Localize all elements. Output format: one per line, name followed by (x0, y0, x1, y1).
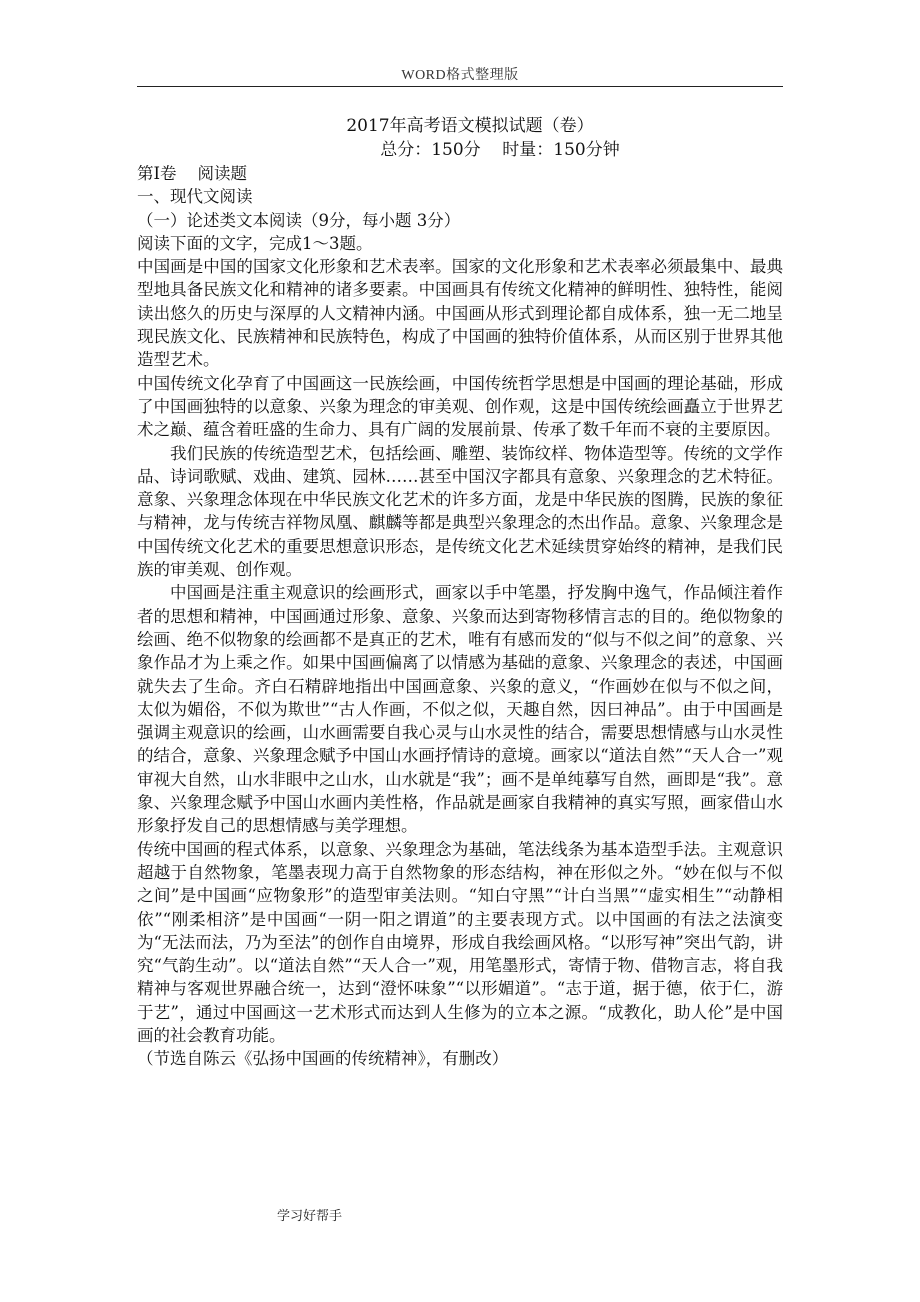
paragraph-5: 传统中国画的程式体系，以意象、兴象理念为基础，笔法线条为基本造型手法。主观意识超越于自然物象，笔墨表现力高于自然物象的形态结构，神在形似之外。“妙在似与不似之间”是中国画“应物象形”的造型审美法则。“知白守黑”“计白当黑”“虚实相生”“动静相依”“刚柔相济”是中国画“一阴一阳之谓道”的主要表现方式。以中国画的有法之法演变为“无法而法，乃为至法”的创作自由境界，形成自我绘画风格。“以形写神”突出气韵，讲究“气韵生动”。以“道法自然”“天人合一”观，用笔墨形式，寄情于物、借物言志，将自我精神与客观世界融合统一，达到“澄怀味象”“以形媚道”。“志于道，据于德，依于仁，游于艺”，通过中国画这一艺术形式而达到人生修为的立本之源。“成教化，助人伦”是中国画的社会教育功能。 (137, 839, 783, 1045)
document-body (137, 114, 783, 1071)
header-divider (137, 86, 783, 87)
page-footer: 学习好帮手 (277, 1209, 343, 1224)
paragraph-4: 中国画是注重主观意识的绘画形式，画家以手中笔墨，抒发胸中逸气，作品倾注着作者的思想和精神，中国画通过形象、意象、兴象而达到寄物移情言志的目的。绝似物象的绘画、绝不似物象的绘画都不是真正的艺术，唯有有感而发的“似与不似之间”的意象、兴象作品才为上乘之作。如果中国画偏离了以情感为基础的意象、兴象理念的表述，中国画就失去了生命。齐白石精辟地指出中国画意象、兴象的意义，“作画妙在似与不似之间，太似为媚俗，不似为欺世”“古人作画，不似之似，天趣自然，因曰神品”。由于中国画是强调主观意识的绘画，山水画需要自我心灵与山水灵性的结合，需要思想情感与山水灵性的结合，意象、兴象理念赋予中国山水画抒情诗的意境。画家以“道法自然”“天人合一”观审视大自然，山水非眼中之山水，山水就是“我”；画不是单纯摹写自然，画即是“我”。意象、兴象理念赋予中国山水画内美性格，作品就是画家自我精神的真实写照，画家借山水形象抒发自己的思想情感与美学理想。 (137, 583, 783, 836)
paragraph-1: 中国画是中国的国家文化形象和艺术表率。国家的文化形象和艺术表率必须最集中、最典型地具备民族文化和精神的诸多要素。中国画具有传统文化精神的鲜明性、独特性，能阅读出悠久的历史与深厚的人文精神内涵。中国画从形式到理论都自成体系，独一无二地呈现民族文化、民族精神和民族特色，构成了中国画的独特价值体系，从而区别于世界其他造型艺术。 (137, 257, 783, 370)
paragraph-2: 中国传统文化孕育了中国画这一民族绘画，中国传统哲学思想是中国画的理论基础，形成了中国画独特的以意象、兴象为理念的审美观、创作观，这是中国传统绘画矗立于世界艺术之巅、蕴含着旺盛的生命力、具有广阔的发展前景、传承了数千年而不衰的主要原因。 (137, 373, 783, 440)
paragraph-3: 我们民族的传统造型艺术，包括绘画、雕塑、装饰纹样、物体造型等。传统的文学作品、诗词歌赋、戏曲、建筑、园林……甚至中国汉字都具有意象、兴象理念的艺术特征。意象、兴象理念体现在中华民族文化艺术的许多方面，龙是中华民族的图腾，民族的象征与精神，龙与传统吉祥物凤凰、麒麟等都是典型兴象理念的杰出作品。意象、兴象理念是中国传统文化艺术的重要思想意识形态，是传统文化艺术延续贯穿始终的精神，是我们民族的审美观、创作观。 (137, 443, 783, 580)
exam-title: 2017年高考语文模拟试题（卷） (346, 116, 594, 136)
volume-heading: 第Ⅰ卷 阅读题 (137, 164, 247, 183)
source-citation: （节选自陈云《弘扬中国画的传统精神》，有删改） (137, 1049, 509, 1069)
instruction-text: 阅读下面的文字，完成1～3题。 (137, 233, 373, 253)
part-heading: 一、现代文阅读 (137, 187, 253, 207)
exam-meta: 总分：150分 时量：150分钟 (380, 140, 620, 160)
page-header: WORD格式整理版 (401, 68, 519, 83)
subsection-heading: （一）论述类文本阅读（9分，每小题 3分） (137, 210, 461, 230)
